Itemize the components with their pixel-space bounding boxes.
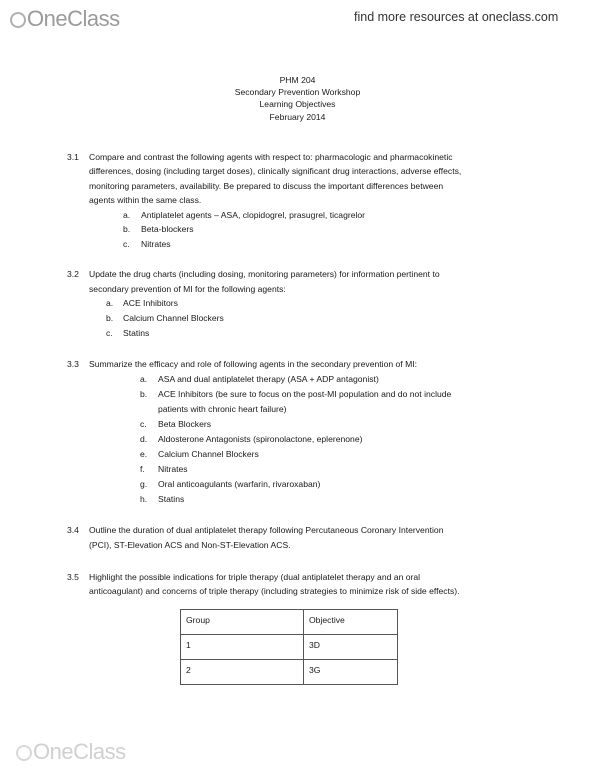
list-letter: e.	[140, 449, 148, 459]
list-letter: a.	[106, 298, 114, 308]
section-text-line: Update the drug charts (including dosing, monitoring parameters) for information pertinent to	[89, 269, 440, 279]
table-row	[181, 660, 398, 685]
section-text-line: anticoagulant) and concerns of triple therapy (including strategies to minimize risk of side effects).	[89, 586, 460, 596]
list-item: Statins	[123, 328, 150, 338]
list-item: Calcium Channel Blockers	[123, 313, 224, 323]
list-letter: b.	[140, 389, 148, 399]
list-item: Calcium Channel Blockers	[158, 449, 259, 459]
section-text-line: secondary prevention of MI for the following agents:	[89, 284, 286, 294]
table-row	[181, 635, 398, 660]
list-item: Nitrates	[158, 464, 188, 474]
list-letter: c.	[106, 328, 113, 338]
section-text-line: agents within the same class.	[89, 195, 202, 205]
section-text-line: differences, dosing (including target doses), clinically significant drug interactions, adverse effects,	[89, 166, 462, 176]
list-letter: a.	[140, 374, 148, 384]
list-item: ACE Inhibitors	[123, 298, 178, 308]
list-item-continuation: patients with chronic heart failure)	[158, 404, 287, 414]
list-letter: h.	[140, 494, 148, 504]
list-letter: b.	[123, 224, 131, 234]
list-letter: f.	[140, 464, 145, 474]
oneclass-footer-logo[interactable]: OneClass	[16, 740, 126, 764]
section-text-line: Summarize the efficacy and role of following agents in the secondary prevention of MI:	[89, 359, 418, 369]
section-number: 3.2	[67, 269, 79, 279]
list-item: Oral anticoagulants (warfarin, rivaroxaban)	[158, 479, 321, 489]
list-item: Statins	[158, 494, 185, 504]
section-text-line: Outline the duration of dual antiplatelet therapy following Percutaneous Coronary Intervention	[89, 525, 444, 535]
oneclass-link[interactable]: find more resources at oneclass.com	[354, 10, 559, 24]
list-letter: d.	[140, 434, 148, 444]
section-text-line: Compare and contrast the following agents with respect to: pharmacologic and pharmacokinetic	[89, 152, 453, 162]
logo-ring-icon	[10, 12, 26, 28]
table-cell: 3D	[304, 635, 398, 660]
list-letter: c.	[123, 239, 130, 249]
list-item: ACE Inhibitors (be sure to focus on the post-MI population and do not include	[158, 389, 452, 399]
section-number: 3.4	[67, 525, 79, 535]
section-text-line: (PCI), ST-Elevation ACS and Non-ST-Elevation ACS.	[89, 540, 291, 550]
table-cell: 1	[181, 635, 304, 660]
list-letter: g.	[140, 479, 148, 489]
list-item: Beta Blockers	[158, 419, 212, 429]
table-header-cell: Group	[181, 610, 304, 635]
list-letter: c.	[140, 419, 147, 429]
list-item: Beta-blockers	[141, 224, 194, 234]
workshop-title: Secondary Prevention Workshop	[234, 87, 361, 97]
document-date: February 2014	[269, 112, 326, 122]
list-item: Aldosterone Antagonists (spironolactone, eplerenone)	[158, 434, 363, 444]
table-header-cell: Objective	[304, 610, 398, 635]
list-letter: b.	[106, 313, 114, 323]
table-header-row	[181, 610, 398, 635]
course-code: PHM 204	[279, 75, 316, 85]
logo-ring-icon	[16, 745, 32, 761]
table-cell: 3G	[304, 660, 398, 685]
section-text-line: Highlight the possible indications for triple therapy (dual antiplatelet therapy and an oral	[89, 572, 421, 582]
section-number: 3.5	[67, 572, 79, 582]
table-cell: 2	[181, 660, 304, 685]
group-objective-table	[180, 609, 398, 685]
list-letter: a.	[123, 210, 131, 220]
list-item: ASA and dual antiplatelet therapy (ASA + ADP antagonist)	[158, 374, 379, 384]
section-text-line: monitoring parameters, availability. Be prepared to discuss the important differences between	[89, 181, 444, 191]
section-number: 3.1	[67, 152, 79, 162]
section-number: 3.3	[67, 359, 79, 369]
document-subtitle: Learning Objectives	[259, 99, 336, 109]
oneclass-logo[interactable]: OneClass	[10, 7, 120, 31]
list-item: Nitrates	[141, 239, 171, 249]
list-item: Antiplatelet agents – ASA, clopidogrel, prasugrel, ticagrelor	[141, 210, 366, 220]
